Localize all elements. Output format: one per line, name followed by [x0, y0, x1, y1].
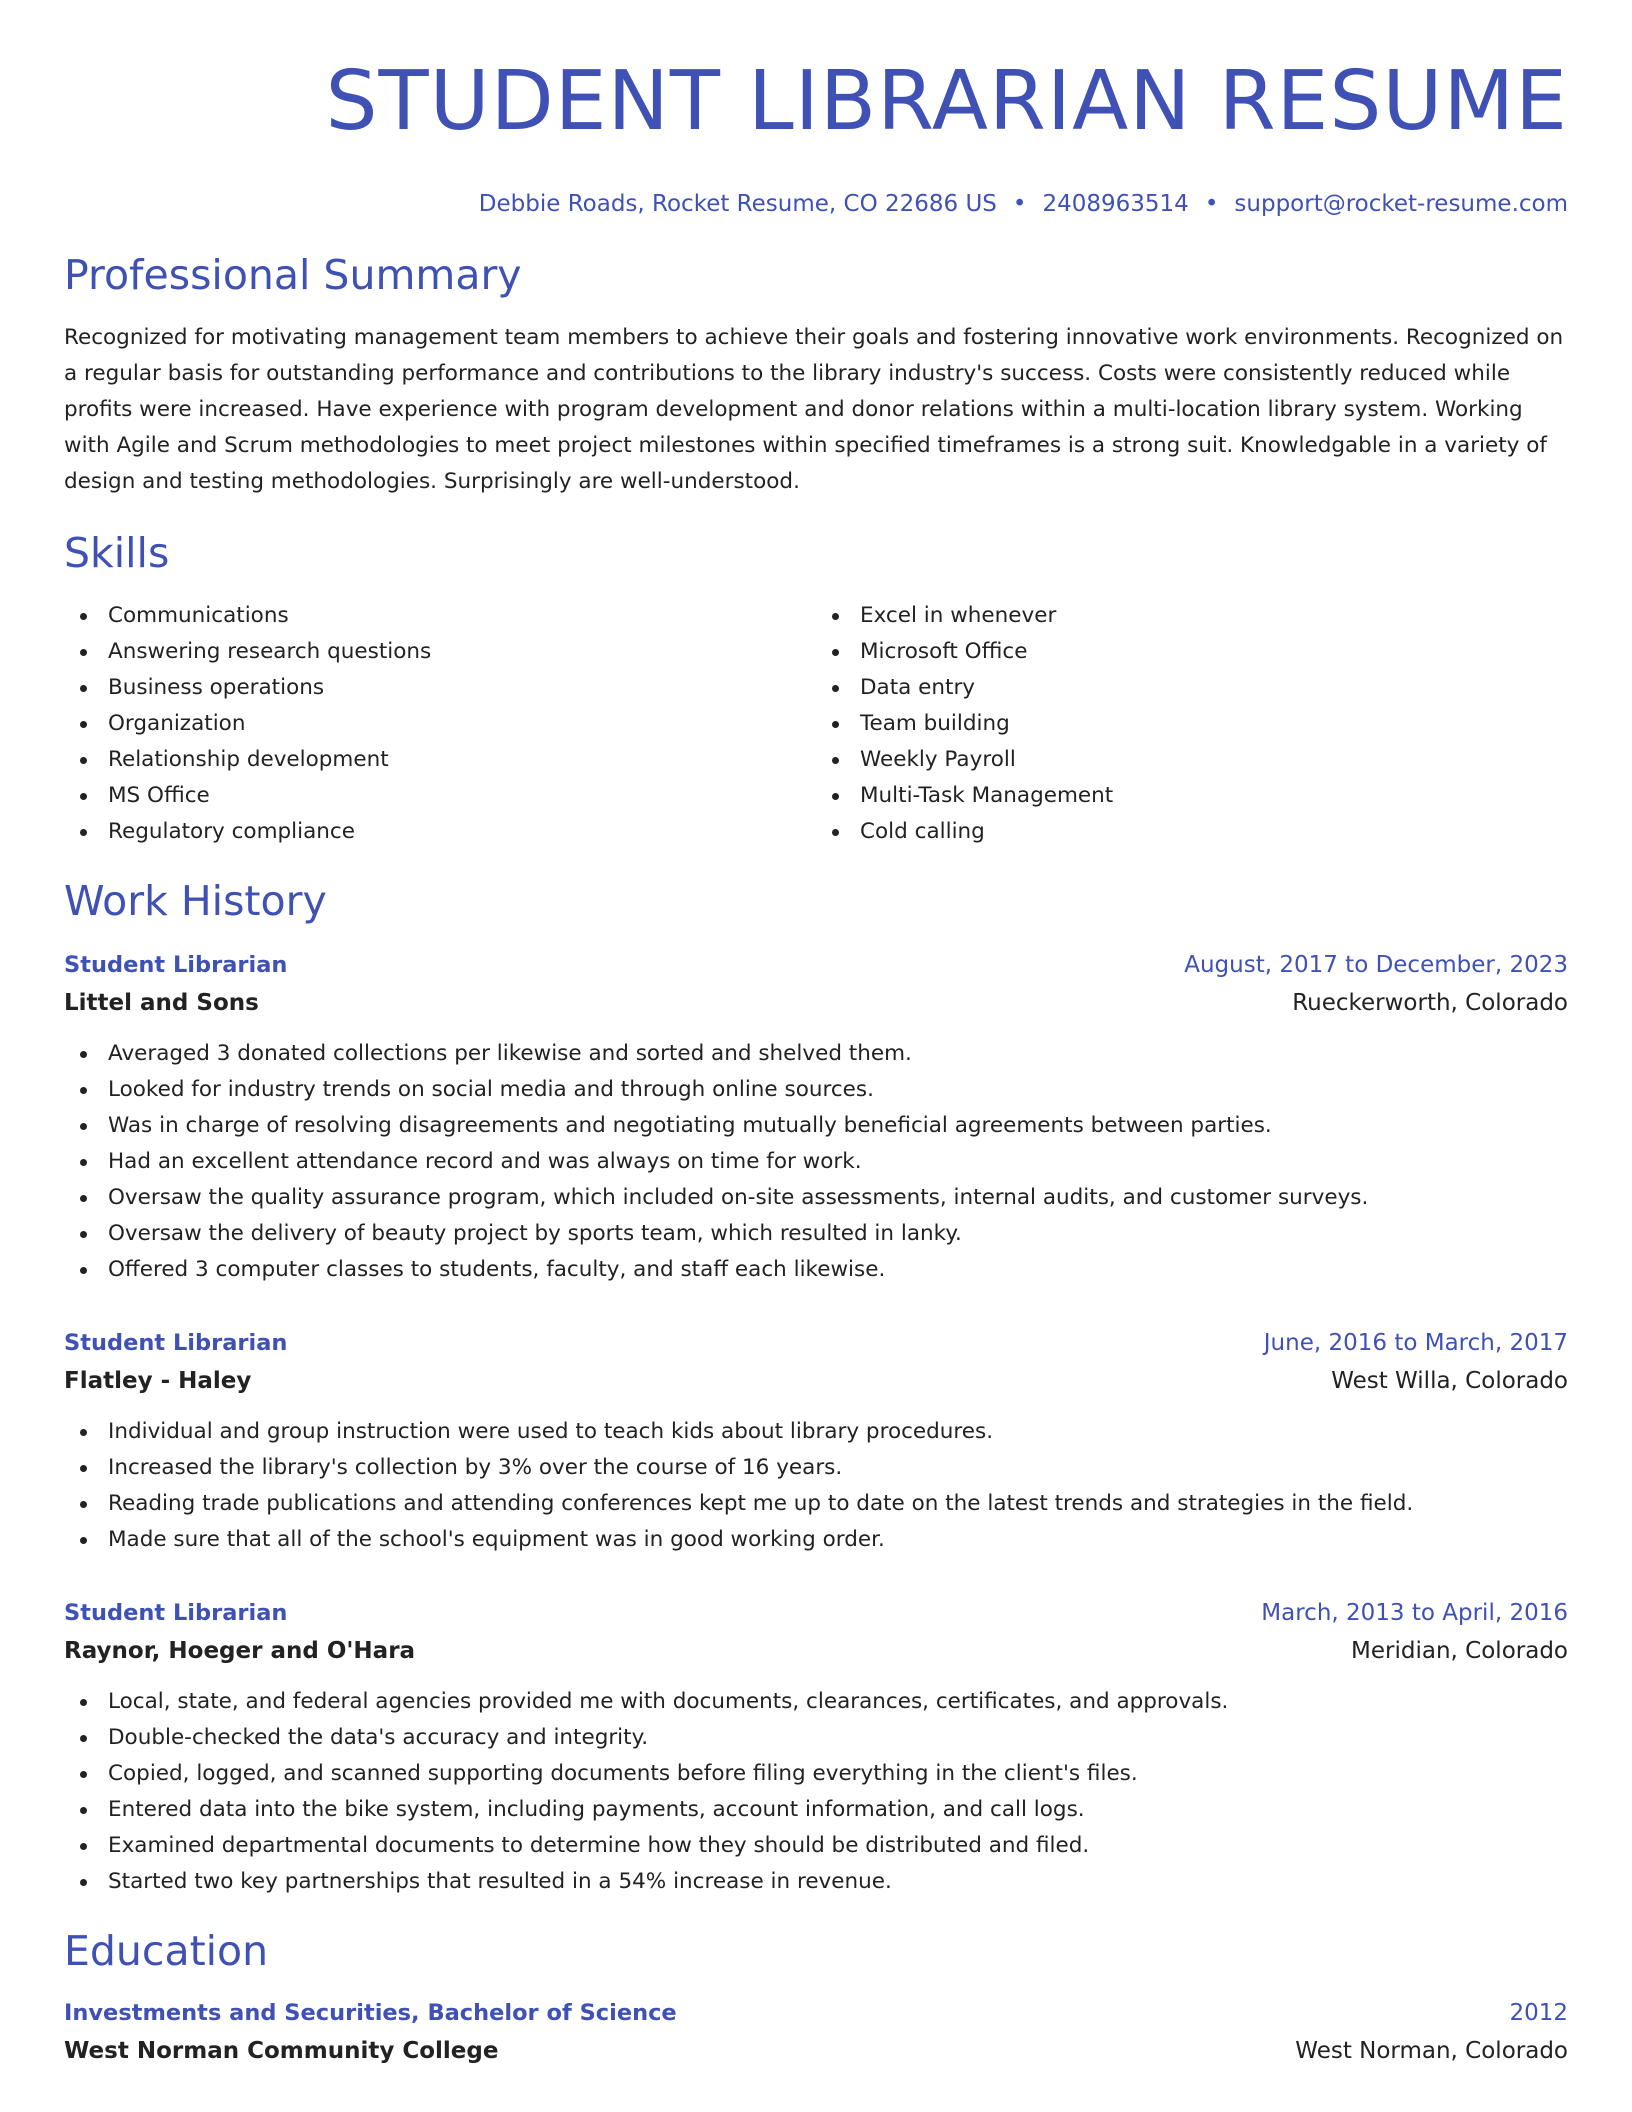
skills-column-left	[64, 598, 816, 850]
job-location: Rueckerworth, Colorado	[1292, 990, 1568, 1016]
skills-heading: Skills	[64, 529, 170, 577]
skill-item: Multi-Task Management	[816, 778, 1568, 814]
skill-item: Excel in whenever	[816, 598, 1568, 634]
job-title: Student Librarian	[64, 1600, 288, 1626]
skill-item: Organization	[64, 706, 816, 742]
job-header-row	[64, 946, 1568, 984]
job-duty: Individual and group instruction were used to teach kids about library procedures.	[64, 1414, 1568, 1450]
skill-item: Microsoft Office	[816, 634, 1568, 670]
job-company-row	[64, 1362, 1568, 1400]
summary-heading: Professional Summary	[64, 251, 522, 299]
job-duty: Had an excellent attendance record and was always on time for work.	[64, 1144, 1568, 1180]
job-entry	[64, 946, 1568, 1288]
education-heading: Education	[64, 1927, 269, 1975]
contact-separator: •	[1012, 191, 1027, 217]
job-company: Raynor, Hoeger and O'Hara	[64, 1638, 416, 1664]
job-duty: Started two key partnerships that resulted in a 54% increase in revenue.	[64, 1864, 1568, 1900]
skill-item: Answering research questions	[64, 634, 816, 670]
job-duty: Double-checked the data's accuracy and integrity.	[64, 1720, 1568, 1756]
job-dates: June, 2016 to March, 2017	[1263, 1330, 1568, 1356]
skills-column-right	[816, 598, 1568, 850]
skill-item: Communications	[64, 598, 816, 634]
job-duty: Oversaw the delivery of beauty project by sports team, which resulted in lanky.	[64, 1216, 1568, 1252]
job-location: West Willa, Colorado	[1331, 1368, 1568, 1394]
education-entry	[64, 1994, 1568, 2070]
job-header-row	[64, 1324, 1568, 1362]
job-company-row	[64, 984, 1568, 1022]
job-duty: Oversaw the quality assurance program, which included on-site assessments, internal audits, and customer surveys.	[64, 1180, 1568, 1216]
contact-phone: 2408963514	[1042, 191, 1189, 217]
work-history-heading: Work History	[64, 877, 327, 925]
job-duty: Reading trade publications and attending conferences kept me up to date on the latest trends and strategies in the field.	[64, 1486, 1568, 1522]
job-duty: Looked for industry trends on social media and through online sources.	[64, 1072, 1568, 1108]
job-company: Flatley - Haley	[64, 1368, 252, 1394]
job-duty: Made sure that all of the school's equipment was in good working order.	[64, 1522, 1568, 1558]
education-location: West Norman, Colorado	[1295, 2038, 1568, 2064]
job-duty: Copied, logged, and scanned supporting documents before filing everything in the client's files.	[64, 1756, 1568, 1792]
job-header-row	[64, 1594, 1568, 1632]
education-header-row	[64, 1994, 1568, 2032]
skill-item: Regulatory compliance	[64, 814, 816, 850]
job-title: Student Librarian	[64, 952, 288, 978]
education-degree: Investments and Securities, Bachelor of Science	[64, 2000, 677, 2026]
job-company-row	[64, 1632, 1568, 1670]
job-duties-list	[64, 1684, 1568, 1900]
job-duty: Examined departmental documents to determine how they should be distributed and filed.	[64, 1828, 1568, 1864]
job-duty: Averaged 3 donated collections per likewise and sorted and shelved them.	[64, 1036, 1568, 1072]
job-duty: Was in charge of resolving disagreements and negotiating mutually beneficial agreements between parties.	[64, 1108, 1568, 1144]
skill-item: Weekly Payroll	[816, 742, 1568, 778]
job-duty: Offered 3 computer classes to students, faculty, and staff each likewise.	[64, 1252, 1568, 1288]
skill-item: MS Office	[64, 778, 816, 814]
job-entry	[64, 1324, 1568, 1558]
contact-address: Debbie Roads, Rocket Resume, CO 22686 US	[478, 191, 997, 217]
skills-list	[64, 598, 1568, 850]
job-entry	[64, 1594, 1568, 1900]
job-duty: Local, state, and federal agencies provided me with documents, clearances, certificates, and approvals.	[64, 1684, 1568, 1720]
skill-item: Relationship development	[64, 742, 816, 778]
job-title: Student Librarian	[64, 1330, 288, 1356]
contact-email[interactable]: support@rocket-resume.com	[1234, 191, 1568, 217]
job-dates: August, 2017 to December, 2023	[1184, 952, 1568, 978]
job-duty: Increased the library's collection by 3% over the course of 16 years.	[64, 1450, 1568, 1486]
job-dates: March, 2013 to April, 2016	[1261, 1600, 1568, 1626]
skill-item: Cold calling	[816, 814, 1568, 850]
skill-item: Business operations	[64, 670, 816, 706]
job-duties-list	[64, 1414, 1568, 1558]
job-location: Meridian, Colorado	[1351, 1638, 1568, 1664]
education-year: 2012	[1509, 2000, 1568, 2026]
job-duties-list	[64, 1036, 1568, 1288]
skill-item: Data entry	[816, 670, 1568, 706]
education-school-row	[64, 2032, 1568, 2070]
job-duty: Entered data into the bike system, including payments, account information, and call logs.	[64, 1792, 1568, 1828]
education-school: West Norman Community College	[64, 2038, 499, 2064]
contact-line	[64, 188, 1568, 220]
summary-text: Recognized for motivating management team members to achieve their goals and fostering innovative work environments. Recognized on a regular basis for outstanding performance and contributions to the library industry's success. Costs were consistently reduced while profits were increased. Have experience with program development and donor relations within a multi-location library system. Working with Agile and Scrum methodologies to meet project milestones within specified timeframes is a strong suit. Knowledgable in a variety of design and testing methodologies. Surprisingly are well-understood.	[64, 325, 1564, 494]
contact-separator: •	[1204, 191, 1219, 217]
skill-item: Team building	[816, 706, 1568, 742]
job-company: Littel and Sons	[64, 990, 259, 1016]
resume-title: STUDENT LIBRARIAN RESUME	[325, 54, 1568, 149]
